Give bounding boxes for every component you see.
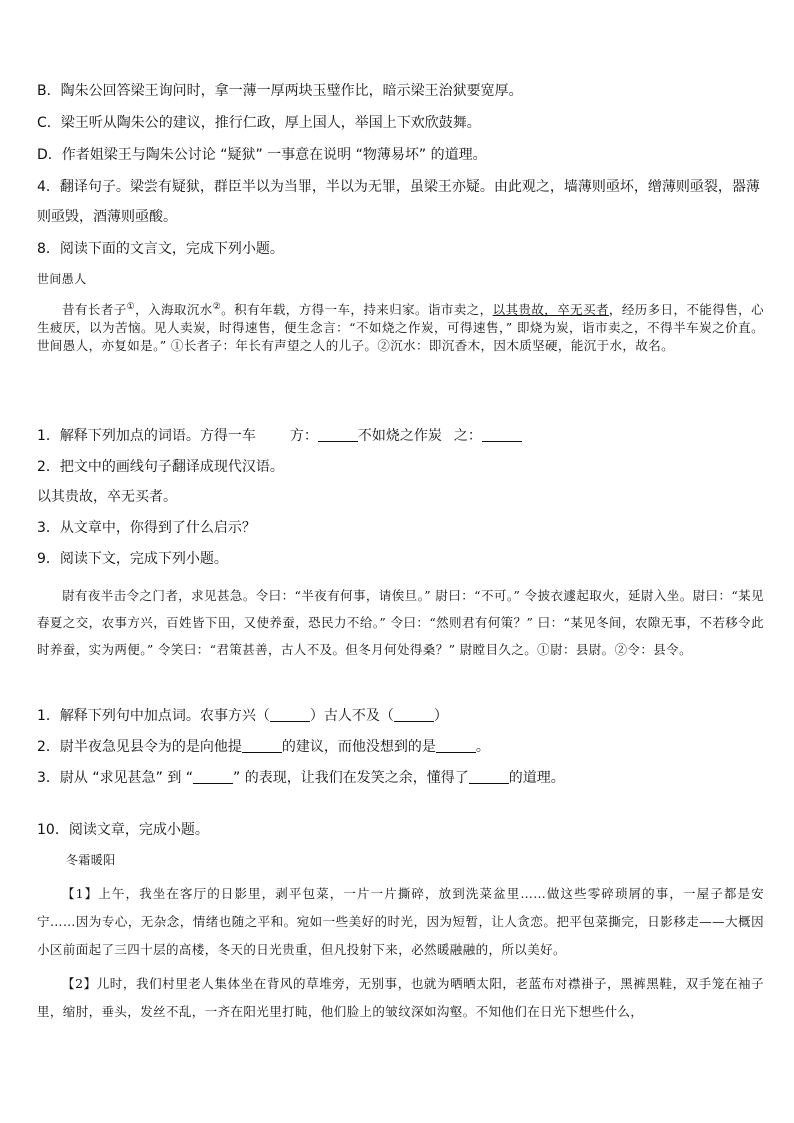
word-label: 方： <box>289 428 318 444</box>
sub-question-label: 1．解释下列加点的词语。方得一车 <box>37 428 256 444</box>
passage-text: ，经历多日，不能得售，心生疲厌，以为苦恼。见人卖炭，时得速售，便生念言：“不如烧之作炭，可得速售，” 即烧为炭，诣市卖之，不得半车炭之价直。世间愚人，亦复如是。” ①长者子：年长有声望之人的儿子。②沉水：即沉香木，因木质坚硬，能沉于水，故名。 <box>37 302 764 354</box>
answer-blank[interactable] <box>482 427 522 442</box>
option-b: B．陶朱公回答梁王询问时，拿一薄一厚两块玉璧作比，暗示梁王治狱要宽厚。 <box>37 83 523 99</box>
footnote-mark: ② <box>212 302 222 312</box>
answer-blank[interactable] <box>469 769 509 784</box>
q10-para1: 【1】上午，我坐在客厅的日影里，剥平包菜，一片一片撕碎，放到洗菜盆里……做这些零碎琐屑的事，一屋子都是安宁……因为专心，无杂念，情绪也随之平和。宛如一些美好的时光，因为短暂，让人贪恋。把平包菜撕完，日影移走——大概因小区前面起了三四十层的高楼，冬天的日光贵重，但凡投射下来，必然暖融融的，所以美好。 <box>37 886 764 957</box>
answer-blank[interactable] <box>270 707 310 722</box>
q9-sub1 <box>37 706 764 726</box>
passage-text: ，入海取沉水 <box>135 302 213 318</box>
q10-title: 冬霜暖阳 <box>66 853 116 867</box>
q9-sub2 <box>37 737 764 757</box>
option-d: D．作者姐梁王与陶朱公讨论 “疑狱” 一事意在说明 “物薄易坏” 的道理。 <box>37 147 487 163</box>
answer-blank[interactable] <box>394 707 434 722</box>
q8-sub3: 3．从文章中，你得到了什么启示？ <box>37 520 256 536</box>
sub-question-text: ） <box>433 708 448 724</box>
sub-question-text: 。 <box>475 739 490 755</box>
answer-blank[interactable] <box>193 769 233 784</box>
answer-blank[interactable] <box>318 427 358 442</box>
q8-heading: 8．阅读下面的文言文，完成下列小题。 <box>37 241 284 257</box>
q9-sub3 <box>37 768 764 788</box>
passage-text: 昔有长者子 <box>62 302 127 318</box>
sub-question-text: 不如烧之作炭 <box>357 428 442 444</box>
sub-question-text: 的建议，而他没想到的是 <box>281 739 436 755</box>
underlined-sentence: 以其贵故，卒无买者 <box>492 302 609 318</box>
answer-blank[interactable] <box>436 738 476 753</box>
q10-para2: 【2】儿时，我们村里老人集体坐在背风的草堆旁，无别事，也就为晒晒太阳，老蓝布对襟褂子，黑裤黑鞋，双手笼在袖子里，缩肘，垂头，发丝不乱，一齐在阳光里打盹，他们脸上的皱纹深如沟壑。不知他们在日光下想些什么， <box>37 976 764 1019</box>
q9-passage: 尉有夜半击令之门者，求见甚急。令曰：“半夜有何事，请俟旦。” 尉曰：“不可。” 令披衣遽起取火，延尉入坐。尉曰：“某见春夏之交，农事方兴，百姓皆下田，又使养蚕，恐民力不给。” 令曰：“然则君有何策？” 曰：“某见冬间，农隙无事，不若移令此时养蚕，实为两便。” 令笑曰：“君策甚善，古人不及。但冬月何处得桑？” 尉瞠目久之。①尉：县尉。②令：县令。 <box>37 588 764 657</box>
q8-passage <box>37 298 764 418</box>
footnote-mark: ① <box>126 302 136 312</box>
sub-question-text: 3．尉从 “求见甚急” 到 “ <box>37 770 194 786</box>
translate-question-line1: 4．翻译句子。梁尝有疑狱，群臣半以为当罪，半以为无罪，虽梁王亦疑。由此观之，墙薄则亟坏，缯薄则亟裂，器薄 <box>37 179 760 195</box>
q10-heading: 10．阅读文章，完成小题。 <box>37 822 209 838</box>
q9-heading: 9．阅读下文，完成下列小题。 <box>37 551 228 567</box>
sub-question-text: ）古人不及（ <box>309 708 394 724</box>
sub-question-text: 2．尉半夜急见县令为的是向他提 <box>37 739 242 755</box>
word-label: 之： <box>453 428 482 444</box>
sub-question-text: ” 的表现，让我们在发笑之余，懂得了 <box>233 770 469 786</box>
translate-question-line2: 则亟毁，酒薄则亟酸。 <box>37 209 177 225</box>
sub-question-text: 1．解释下列句中加点词。农事方兴（ <box>37 708 270 724</box>
q8-sub2-sentence: 以其贵故，卒无买者。 <box>37 489 177 505</box>
passage-text: 。积有年载，方得一车，持来归家。诣市卖之， <box>221 302 493 318</box>
sub-question-text: 的道理。 <box>508 770 565 786</box>
q8-title: 世间愚人 <box>37 272 87 286</box>
option-c: C．梁王听从陶朱公的建议，推行仁政，厚上国人，举国上下欢欣鼓舞。 <box>37 115 481 131</box>
q8-sub1 <box>37 426 764 446</box>
q8-sub2: 2．把文中的画线句子翻译成现代汉语。 <box>37 459 284 475</box>
answer-blank[interactable] <box>242 738 282 753</box>
